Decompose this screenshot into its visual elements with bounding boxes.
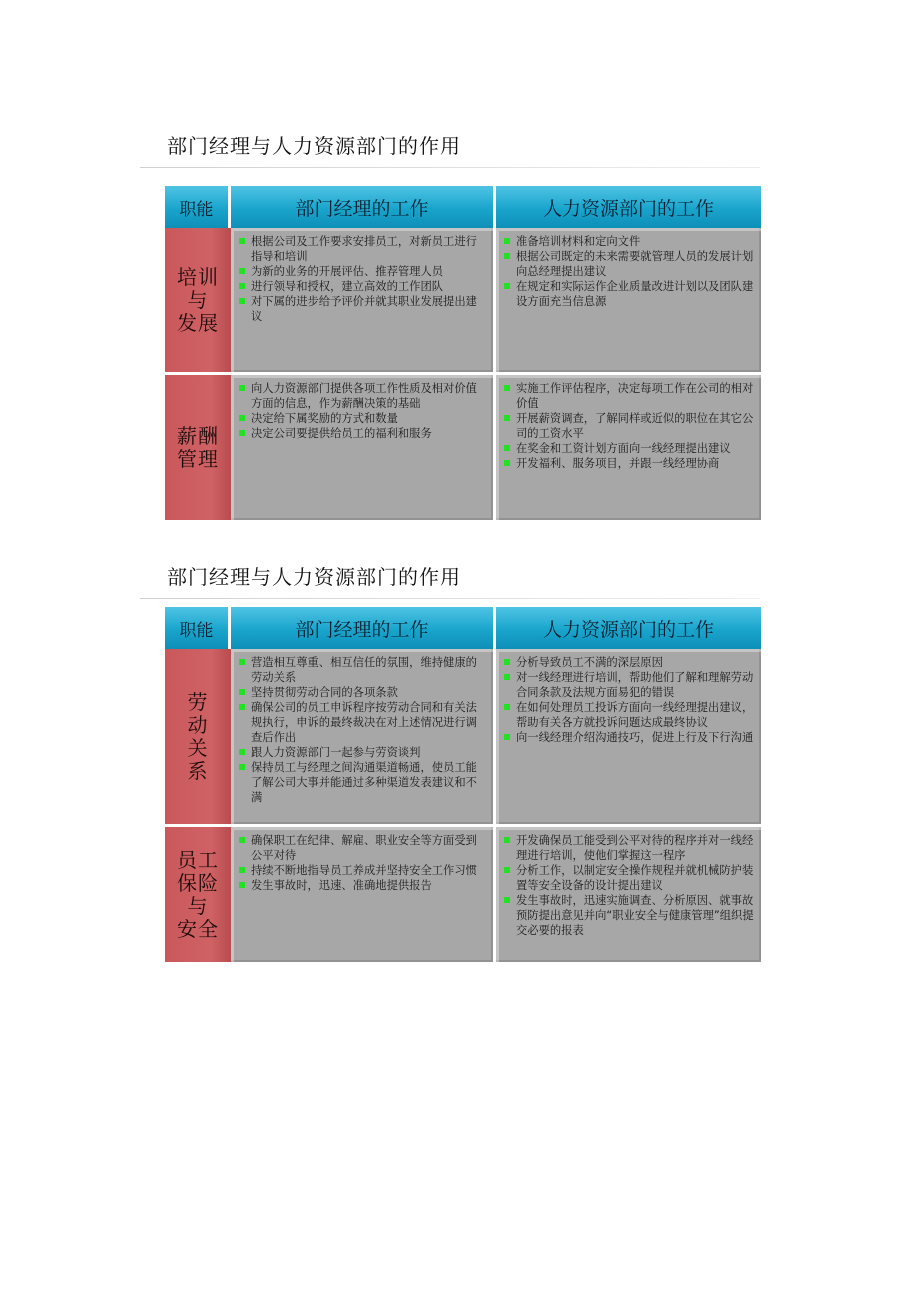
green-square-bullet-icon (239, 430, 245, 436)
manager-cell (231, 827, 496, 962)
hr-cell (496, 827, 761, 962)
bullet-list (502, 381, 755, 471)
bullet-text: 为新的业务的开展评估、推荐管理人员 (251, 265, 444, 278)
green-square-bullet-icon (504, 659, 510, 665)
bullet-text: 跟人力资源部门一起参与劳资谈判 (251, 746, 421, 759)
bullet-list (237, 234, 487, 324)
bullet-text: 坚持贯彻劳动合同的各项条款 (251, 686, 398, 699)
hr-cell (496, 228, 761, 375)
bullet-text: 向一线经理介绍沟通技巧，促进上行及下行沟通 (516, 731, 754, 744)
bullet-text: 对一线经理进行培训，帮助他们了解和理解劳动合同条款及法规方面易犯的错误 (516, 671, 754, 699)
section-title: 部门经理与人力资源部门的作用 (167, 134, 461, 158)
bullet-text: 保持员工与经理之间沟通渠道畅通，使员工能了解公司大事并能通过多种渠道发表建议和不满 (251, 761, 477, 804)
green-square-bullet-icon (239, 749, 245, 755)
row-label-safety: 员工 保险 与 安全 (165, 827, 231, 962)
bullet-text: 确保公司的员工申诉程序按劳动合同和有关法规执行，申诉的最终裁决在对上述情况进行调查后作出 (251, 701, 477, 744)
header-manager-work: 部门经理的工作 (231, 186, 496, 228)
bullet-item (502, 655, 755, 670)
green-square-bullet-icon (239, 689, 245, 695)
bullet-text: 在奖金和工资计划方面向一线经理提出建议 (516, 442, 731, 455)
bullet-item (502, 441, 755, 456)
bullet-item (237, 700, 487, 745)
bullet-item (502, 670, 755, 700)
bullet-text: 进行领导和授权，建立高效的工作团队 (251, 280, 444, 293)
header-function: 职能 (165, 607, 231, 649)
bullet-item (237, 279, 487, 294)
green-square-bullet-icon (504, 253, 510, 259)
green-square-bullet-icon (504, 445, 510, 451)
bullet-item (237, 878, 487, 893)
bullet-text: 分析导致员工不满的深层原因 (516, 656, 663, 669)
bullet-item (502, 833, 755, 863)
green-square-bullet-icon (504, 385, 510, 391)
hr-cell (496, 649, 761, 827)
green-square-bullet-icon (239, 659, 245, 665)
bullet-text: 决定公司要提供给员工的福利和服务 (251, 427, 432, 440)
green-square-bullet-icon (239, 764, 245, 770)
bullet-text: 持续不断地指导员工养成并坚持安全工作习惯 (251, 864, 477, 877)
green-square-bullet-icon (239, 238, 245, 244)
header-manager-work: 部门经理的工作 (231, 607, 496, 649)
bullet-item (237, 745, 487, 760)
manager-cell (231, 228, 496, 375)
bullet-text: 根据公司及工作要求安排员工，对新员工进行指导和培训 (251, 235, 477, 263)
manager-cell (231, 649, 496, 827)
bullet-text: 准备培训材料和定向文件 (516, 235, 641, 248)
bullet-list (237, 655, 487, 805)
bullet-item (237, 685, 487, 700)
bullet-item (237, 264, 487, 279)
bullet-item (237, 760, 487, 805)
green-square-bullet-icon (239, 385, 245, 391)
green-square-bullet-icon (239, 837, 245, 843)
manager-cell (231, 375, 496, 520)
bullet-list (502, 655, 755, 745)
bullet-text: 对下属的进步给予评价并就其职业发展提出建议 (251, 295, 477, 323)
green-square-bullet-icon (239, 704, 245, 710)
bullet-text: 发生事故时，迅速实施调查、分析原因、就事故预防提出意见并向“职业安全与健康管理”组织提交必要的报表 (516, 894, 754, 937)
title-divider (140, 598, 760, 599)
header-hr-work: 人力资源部门的工作 (496, 607, 761, 649)
bullet-text: 决定给下属奖励的方式和数量 (251, 412, 398, 425)
bullet-item (237, 381, 487, 411)
row-label-compensation: 薪酬 管理 (165, 375, 231, 520)
green-square-bullet-icon (504, 460, 510, 466)
bullet-text: 在规定和实际运作企业质量改进计划以及团队建设方面充当信息源 (516, 280, 754, 308)
green-square-bullet-icon (504, 704, 510, 710)
header-function: 职能 (165, 186, 231, 228)
bullet-list (502, 234, 755, 309)
green-square-bullet-icon (504, 283, 510, 289)
bullet-item (237, 833, 487, 863)
bullet-item (237, 234, 487, 264)
header-hr-work: 人力资源部门的工作 (496, 186, 761, 228)
bullet-text: 发生事故时，迅速、准确地提供报告 (251, 879, 432, 892)
green-square-bullet-icon (239, 283, 245, 289)
green-square-bullet-icon (239, 298, 245, 304)
bullet-list (502, 833, 755, 938)
bullet-item (237, 863, 487, 878)
green-square-bullet-icon (504, 837, 510, 843)
green-square-bullet-icon (504, 867, 510, 873)
bullet-text: 开发福利、服务项目，并跟一线经理协商 (516, 457, 720, 470)
green-square-bullet-icon (504, 734, 510, 740)
bullet-item (237, 411, 487, 426)
green-square-bullet-icon (504, 238, 510, 244)
green-square-bullet-icon (504, 415, 510, 421)
green-square-bullet-icon (239, 415, 245, 421)
bullet-list (237, 833, 487, 893)
bullet-item (502, 863, 755, 893)
bullet-item (237, 426, 487, 441)
green-square-bullet-icon (504, 897, 510, 903)
bullet-item (502, 381, 755, 411)
green-square-bullet-icon (239, 268, 245, 274)
bullet-text: 确保职工在纪律、解雇、职业安全等方面受到公平对待 (251, 834, 477, 862)
bullet-text: 在如何处理员工投诉方面向一线经理提出建议，帮助有关各方就投诉问题达成最终协议 (516, 701, 754, 729)
bullet-item (502, 249, 755, 279)
row-label-training: 培训 与 发展 (165, 228, 231, 375)
bullet-item (502, 893, 755, 938)
bullet-text: 开展薪资调查，了解同样或近似的职位在其它公司的工资水平 (516, 412, 754, 440)
row-label-labor-relations: 劳 动 关 系 (165, 649, 231, 827)
bullet-text: 分析工作，以制定安全操作规程并就机械防护装置等安全设备的设计提出建议 (516, 864, 754, 892)
green-square-bullet-icon (239, 867, 245, 873)
bullet-item (502, 234, 755, 249)
bullet-item (237, 294, 487, 324)
bullet-text: 根据公司既定的未来需要就管理人员的发展计划向总经理提出建议 (516, 250, 754, 278)
bullet-list (237, 381, 487, 441)
bullet-text: 实施工作评估程序，决定每项工作在公司的相对价值 (516, 382, 754, 410)
bullet-item (502, 411, 755, 441)
bullet-text: 开发确保员工能受到公平对待的程序并对一线经理进行培训，使他们掌握这一程序 (516, 834, 754, 862)
section-title: 部门经理与人力资源部门的作用 (167, 565, 461, 589)
hr-cell (496, 375, 761, 520)
bullet-text: 向人力资源部门提供各项工作性质及相对价值方面的信息，作为薪酬决策的基础 (251, 382, 477, 410)
green-square-bullet-icon (239, 882, 245, 888)
green-square-bullet-icon (504, 674, 510, 680)
bullet-item (237, 655, 487, 685)
bullet-item (502, 279, 755, 309)
title-divider (140, 167, 760, 168)
bullet-item (502, 700, 755, 730)
bullet-item (502, 456, 755, 471)
bullet-item (502, 730, 755, 745)
bullet-text: 营造相互尊重、相互信任的氛围，维持健康的劳动关系 (251, 656, 477, 684)
